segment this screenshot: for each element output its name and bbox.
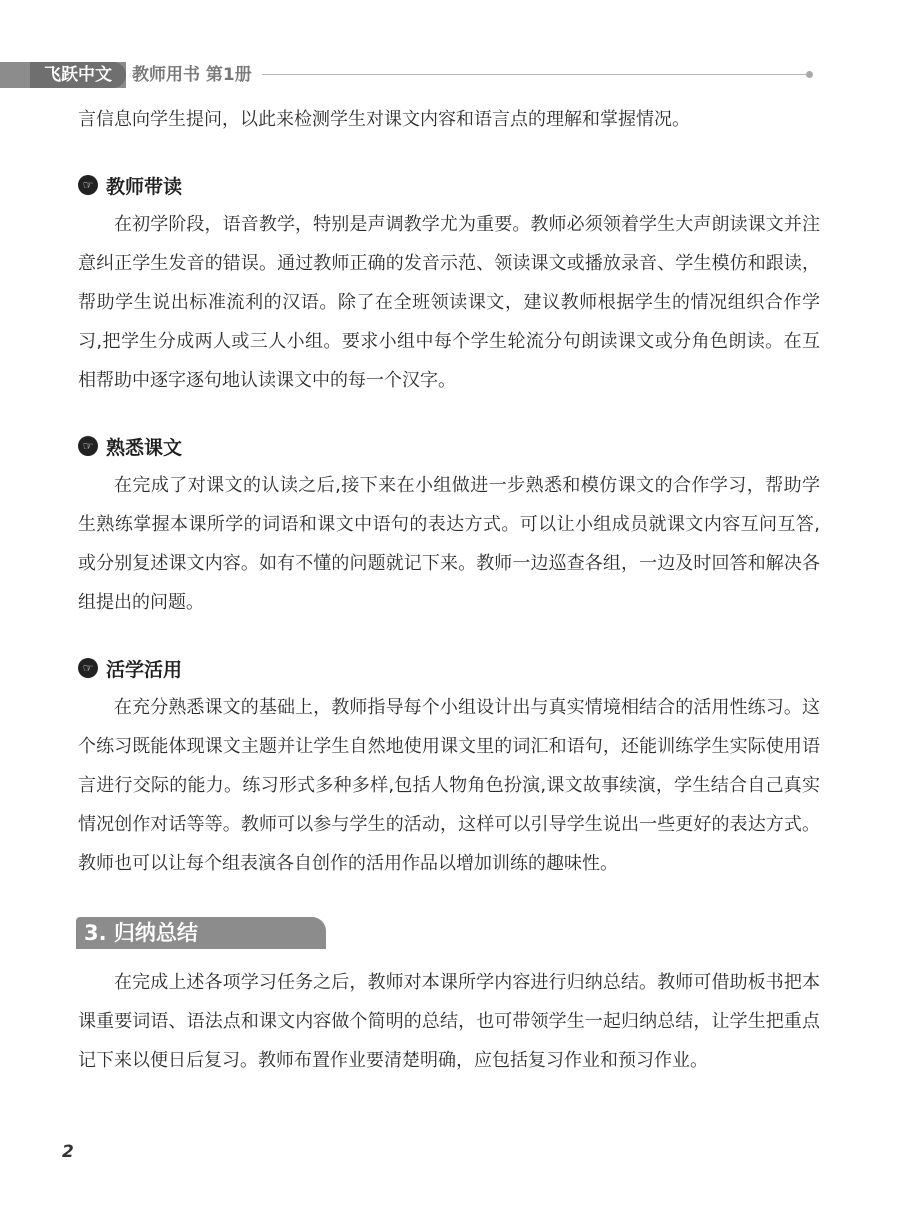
pointing-hand-icon: ☞ [78,175,98,195]
section-title: 教师带读 [106,175,183,198]
header-rule [262,74,808,75]
pointing-hand-icon: ☞ [78,658,98,678]
section-title: 熟悉课文 [106,436,183,459]
section-body-apply: 在充分熟悉课文的基础上，教师指导每个小组设计出与真实情境相结合的活用性练习。这个练习既能体现课文主题并让学生自然地使用课文里的词汇和语句，还能训练学生实际使用语言进行交际的能力。练习形式多种多样,包括人物角色扮演,课文故事续演，学生结合自己真实情况创作对话等等。教师可以参与学生的活动，这样可以引导学生说出一些更好的表达方式。教师也可以让每个组表演各自创作的活用作品以增加训练的趣味性。 [78,697,820,874]
section-body-read-aloud: 在初学阶段，语音教学，特别是声调教学尤为重要。教师必须领着学生大声朗读课文并注意纠正学生发音的错误。通过教师正确的发音示范、领读课文或播放录音、学生模仿和跟读，帮助学生说出标准流利的汉语。除了在全班领读课文，建议教师根据学生的情况组织合作学习,把学生分成两人或三人小组。要求小组中每个学生轮流分句朗读课文或分角色朗读。在互相帮助中逐字逐句地认读课文中的每一个汉字。 [78,214,820,391]
book-title: 教师用书 第1册 [132,65,252,85]
summary-heading: 3. 归纳总结 [76,917,326,949]
section-heading-familiarize [78,426,820,466]
page-content [78,100,820,1080]
page-number: 2 [62,1142,74,1162]
section-title: 活学活用 [106,658,183,681]
section-heading-read-aloud [78,165,820,205]
summary-body: 在完成上述各项学习任务之后，教师对本课所学内容进行归纳总结。教师可借助板书把本课重要词语、语法点和课文内容做个简明的总结，也可带领学生一起归纳总结，让学生把重点记下来以便日后复习。教师布置作业要清楚明确，应包括复习作业和预习作业。 [78,972,820,1071]
section-body-familiarize: 在完成了对课文的认读之后,接下来在小组做进一步熟悉和模仿课文的合作学习，帮助学生熟练掌握本课所学的词语和课文中语句的表达方式。可以让小组成员就课文内容互问互答,或分别复述课文内容。如有不懂的问题就记下来。教师一边巡查各组，一边及时回答和解决各组提出的问题。 [78,475,820,613]
series-brand: 飞跃中文 [30,62,126,88]
header-rule-dot [806,71,813,78]
intro-paragraph: 言信息向学生提问，以此来检测学生对课文内容和语言点的理解和掌握情况。 [78,109,690,130]
page-header [0,58,900,90]
section-heading-apply [78,648,820,688]
pointing-hand-icon: ☞ [78,436,98,456]
